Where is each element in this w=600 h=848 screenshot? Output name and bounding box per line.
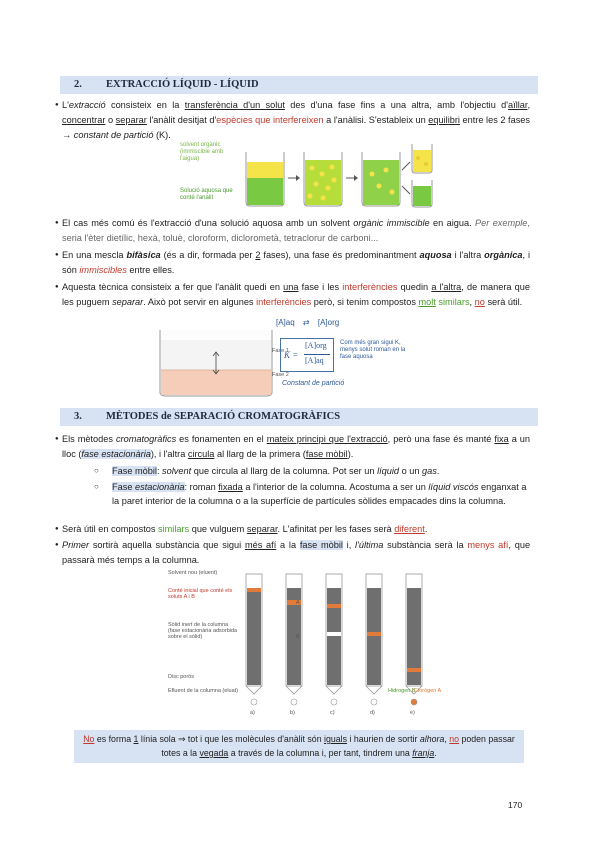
text: serà útil.	[484, 297, 523, 307]
sub-stationary-phase	[112, 480, 532, 508]
term: fixa	[494, 434, 509, 444]
term: solvent	[162, 466, 192, 476]
text: Aquesta tècnica consisteix a fer que l'anàlit quedi en	[62, 282, 284, 292]
k-denominator: [A]aq	[305, 356, 324, 365]
bullet-technique	[62, 280, 530, 310]
text: ,	[527, 100, 530, 110]
k-note: Com més gran sigui K, menys solut roman en la fase aquosa	[340, 340, 406, 360]
text: i,	[342, 540, 356, 550]
term: bifàsica	[126, 250, 161, 260]
term: líquid viscós	[428, 482, 479, 492]
term: separar	[112, 297, 144, 307]
sub-mobile-phase	[112, 464, 532, 478]
k-numerator: [A]org	[305, 341, 327, 350]
text: ,	[469, 297, 475, 307]
term-red: interferències	[342, 282, 398, 292]
term-extraccio: extracció	[68, 100, 106, 110]
term: fase mòbil	[305, 449, 348, 459]
label-stationary-solid: Sòlid inert de la columna (fase estacionària adsorbida sobre el sòlid)	[168, 622, 238, 640]
term: alhora	[419, 734, 445, 744]
two-phase-beaker	[156, 326, 276, 398]
label-effluent: Efluent de la columna (eluat)	[168, 688, 239, 694]
text: : roman	[184, 482, 219, 492]
term: aquosa	[419, 250, 452, 260]
text: En una mescla	[62, 250, 127, 260]
text: ), i l'altra	[150, 449, 188, 459]
aqueous-solution-note: Solució aquosa que conté l'anàlit	[180, 188, 233, 201]
term: concentrar	[62, 115, 106, 125]
section-number: 3.	[74, 411, 82, 422]
bullet-useful-similar	[62, 522, 530, 537]
beakers-illustration	[176, 140, 436, 210]
text: línia sola ⇒ tot i que les molècules d'anàlit són	[138, 734, 325, 744]
text: o	[105, 115, 116, 125]
text: sortirà aquella substància que sigui	[89, 540, 245, 550]
term: cromatogràfics	[115, 434, 177, 444]
section-heading-3	[60, 408, 538, 426]
text: fase i les	[298, 282, 343, 292]
term: més afí	[244, 540, 277, 550]
text: en aigua.	[429, 218, 476, 228]
column-letter-b: b)	[290, 710, 295, 716]
extraction-beakers-figure	[176, 140, 436, 210]
partition-caption: Constant de partició	[282, 380, 345, 387]
term: iguals	[324, 734, 348, 744]
term-highlight: estacionària	[134, 482, 185, 492]
eq-right: [A]org	[317, 318, 340, 327]
term-red: menys afí	[467, 540, 509, 550]
example-list: , seria l'èter dietílic, hexà, toluè, cloroform, diclorometà, tetraclorur de carboni...	[62, 218, 530, 243]
k-formula-box	[280, 338, 334, 372]
term: separar	[246, 524, 278, 534]
term-green: similars	[438, 297, 470, 307]
term: orgànica	[484, 250, 523, 260]
text: .	[424, 524, 428, 534]
k-label: K =	[284, 350, 299, 360]
text: ,	[444, 734, 450, 744]
column-letter-a: a)	[250, 710, 255, 716]
text: , que passarà més temps a la columna.	[62, 540, 531, 565]
text: que vulguem	[189, 524, 247, 534]
equilibrium-equation	[276, 318, 339, 327]
text: L'	[62, 100, 69, 110]
label-initial-solutes: Conté inicial que conté els soluts A i B	[168, 588, 233, 600]
text: ).	[347, 449, 354, 459]
term: equilibri	[428, 115, 460, 125]
text: , i són	[62, 250, 530, 275]
term-highlight: fase mòbil	[299, 540, 343, 550]
text: a través de la columna i, per tant, tindrem una	[228, 748, 413, 758]
text: al llarg de la primera (	[214, 449, 306, 459]
organic-solvent-note: solvent orgànic (immiscible amb l'aigua)	[180, 142, 224, 162]
bullet-chromatographic	[62, 432, 530, 462]
text: . L'afinitat per les fases serà	[277, 524, 395, 534]
text: , però una fase és manté	[387, 434, 495, 444]
equilibrium-arrows-icon: ⇄	[302, 318, 310, 327]
text: quedin	[397, 282, 432, 292]
term-red: espècies que interfereixen	[216, 115, 324, 125]
text: , de manera que les puguem	[62, 282, 530, 307]
partition-figure	[148, 318, 448, 400]
term: l'última	[355, 540, 384, 550]
text: substància serà la	[383, 540, 468, 550]
term-red: diferent	[394, 524, 425, 534]
band-a-label: A	[296, 600, 300, 606]
term-red: No	[83, 734, 95, 744]
column-letter-d: d)	[370, 710, 375, 716]
bullet-common-case	[62, 216, 530, 246]
text: fases), una fase és predominantment	[260, 250, 420, 260]
label-porous-disc: Disc porós	[168, 674, 194, 680]
term: orgànic immiscible	[353, 218, 430, 228]
term: gas	[422, 466, 437, 476]
term-red: no	[449, 734, 460, 744]
columns-illustration	[240, 570, 440, 718]
column-letter-c: c)	[330, 710, 335, 716]
bullet-elution-order	[62, 538, 530, 568]
term: líquid	[377, 466, 400, 476]
term: a l'altra	[431, 282, 462, 292]
term: aïllar	[508, 100, 528, 110]
term: transferència d'un solut	[184, 100, 285, 110]
example-label: Per exemple	[475, 218, 528, 228]
text: .	[436, 466, 440, 476]
section-title: MÈTODES de SEPARACIÓ CROMATOGRÀFICS	[106, 411, 341, 422]
chromatography-columns-figure	[168, 570, 442, 720]
text: l'anàlit desitjat d'	[146, 115, 217, 125]
text: consisteix en la	[105, 100, 185, 110]
bullet-biphasic	[62, 248, 530, 278]
text: es fonamenten en el	[176, 434, 267, 444]
phase1-label: Fase 1	[272, 348, 289, 354]
bullet-extraction-definition	[62, 98, 530, 143]
text: . Això pot servir en algunes	[143, 297, 257, 307]
text: des d'una fase fins a una altra, amb l'objectiu d'	[284, 100, 509, 110]
text: a la	[276, 540, 300, 550]
text: entre les 2 fases →	[62, 115, 530, 140]
text: a un lloc (	[62, 434, 530, 459]
text: a l'anàlisi. S'estableix un	[323, 115, 429, 125]
text: que circula al llarg de la columna. Pot ser un	[191, 466, 378, 476]
label-eluent: Solvent nou (eluent)	[168, 570, 218, 576]
text: .	[434, 748, 437, 758]
term: una	[283, 282, 299, 292]
eq-left: [A]aq	[276, 318, 295, 327]
legend-b: Hidrogen B	[388, 688, 416, 694]
text: a l'interior de la columna. Acostuma a ser un	[242, 482, 429, 492]
text: Serà útil en compostos	[62, 524, 159, 534]
text: poden passar totes a la	[161, 734, 515, 758]
text: o un	[399, 466, 423, 476]
text: Els mètodes	[62, 434, 116, 444]
term-highlight: fase estacionària	[81, 449, 151, 459]
term-highlight: Fase mòbil	[112, 466, 157, 476]
conclusion-box	[74, 730, 524, 763]
text: El cas més comú és l'extracció d'una solució aquosa amb un solvent	[62, 218, 354, 228]
term: separar	[115, 115, 147, 125]
term: mateix principi que l'extracció	[266, 434, 388, 444]
term: 2	[255, 250, 261, 260]
term-highlight: Fase	[112, 482, 135, 492]
term: franja	[412, 748, 435, 758]
text: enganxat a la paret interior de la columna o a la superfície de partícules sòlides empacades dins la columna.	[112, 482, 527, 506]
term-green: similars	[158, 524, 190, 534]
term: Primer	[62, 540, 90, 550]
term: fixada	[218, 482, 243, 492]
phase2-label: Fase 2	[272, 372, 289, 378]
section-heading-2	[60, 76, 538, 94]
section-title: EXTRACCIÓ LÍQUID - LÍQUID	[106, 79, 259, 90]
text: però, si tenim compostos	[311, 297, 419, 307]
fraction-bar	[304, 354, 330, 355]
term-red: immiscibles	[79, 265, 127, 275]
text: (és a dir, formada per	[160, 250, 256, 260]
text: (K).	[153, 130, 171, 140]
band-b-label: B	[296, 634, 300, 640]
term: vegada	[199, 748, 229, 758]
text: entre elles.	[126, 265, 175, 275]
column-letter-e: e)	[410, 710, 415, 716]
legend-a: Clorògen A	[414, 688, 442, 694]
text: :	[156, 466, 163, 476]
term-red: interferències	[256, 297, 312, 307]
text: i l'altra	[451, 250, 485, 260]
term: circula	[187, 449, 215, 459]
term-red: no	[474, 297, 485, 307]
text: es forma	[94, 734, 134, 744]
term: 1	[133, 734, 139, 744]
section-number: 2.	[74, 79, 82, 90]
page-number: 170	[508, 800, 523, 810]
text: i haurien de sortir	[347, 734, 420, 744]
term: molt	[418, 297, 436, 307]
term: constant de partició	[73, 130, 154, 140]
